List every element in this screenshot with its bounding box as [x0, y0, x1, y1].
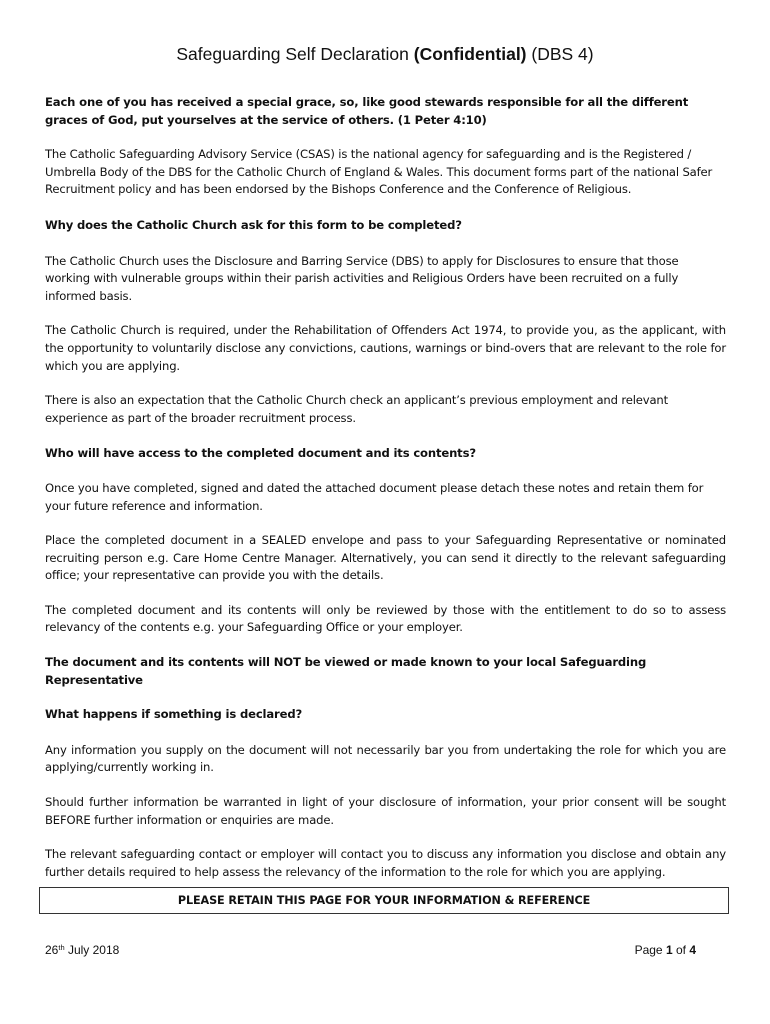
title-suffix: (DBS 4)	[526, 44, 594, 64]
page-title	[0, 44, 770, 65]
heading-why: Why does the Catholic Church ask for this form to be completed?	[45, 217, 462, 232]
retain-notice-box: PLEASE RETAIN THIS PAGE FOR YOUR INFORMATION & REFERENCE	[39, 887, 729, 914]
heading-access: Who will have access to the completed document and its contents?	[45, 446, 476, 461]
paragraph-contact: The relevant safeguarding contact or employer will contact you to discuss any information you disclose and obtain any further details required to help assess the relevancy of the information to the role for which you are applying.	[45, 847, 726, 879]
paragraph-reviewed: The completed document and its contents will only be reviewed by those with the entitlement to do so to assess relevancy of the contents e.g. your Safeguarding Office or your employer.	[45, 602, 726, 635]
title-confidential: (Confidential)	[413, 44, 527, 64]
paragraph-csas: The Catholic Safeguarding Advisory Service (CSAS) is the national agency for safeguarding and is the Registered / Umbrella Body of the DBS for the Catholic Church of England & Wales. This document forms part of the national Safer Recruitment policy and has been endorsed by the Bishops Conference and the Conference of Religious.	[45, 147, 713, 197]
paragraph-dbs: The Catholic Church uses the Disclosure and Barring Service (DBS) to apply for Disclosures to ensure that those working with vulnerable groups within their parish activities and Religious Orders have been recruited on a fully informed basis.	[45, 253, 679, 303]
page-number	[635, 943, 696, 957]
body-text	[45, 94, 726, 881]
date-rest: July 2018	[64, 943, 120, 957]
paragraph-rehabilitation: The Catholic Church is required, under the Rehabilitation of Offenders Act 1974, to provide you, as the applicant, with the opportunity to voluntarily disclose any convictions, cautions, warnings or bind-overs that are relevant to the role for which you are applying.	[45, 323, 726, 373]
date-day: 26	[45, 943, 59, 957]
heading-declared: What happens if something is declared?	[45, 707, 303, 722]
page-label: Page	[634, 943, 666, 957]
page-total: 4	[689, 943, 696, 957]
paragraph-sealed: Place the completed document in a SEALED envelope and pass to your Safeguarding Representative or nominated recruiting person e.g. Care Home Centre Manager. Alternatively, you can send it directly to the relevant safeguarding office; your representative can provide you with the details.	[45, 533, 726, 583]
title-prefix: Safeguarding Self Declaration	[176, 44, 414, 64]
paragraph-detach: Once you have completed, signed and dated the attached document please detach these notes and retain them for your future reference and information.	[45, 480, 704, 513]
paragraph-expectation: There is also an expectation that the Catholic Church check an applicant’s previous employment and relevant experience as part of the broader recruitment process.	[45, 393, 669, 425]
page-current: 1	[665, 943, 673, 957]
paragraph-not-viewed: The document and its contents will NOT be viewed or made known to your local Safeguarding Representative	[45, 655, 647, 687]
page-of: of	[672, 943, 690, 957]
paragraph-not-bar: Any information you supply on the document will not necessarily bar you from undertaking the role for which you are applying/currently working in.	[45, 742, 726, 775]
paragraph-consent: Should further information be warranted in light of your disclosure of information, your prior consent will be sought BEFORE further information or enquiries are made.	[45, 795, 726, 827]
paragraph-quote: Each one of you has received a special grace, so, like good stewards responsible for all the different graces of God, put yourselves at the service of others. (1 Peter 4:10)	[45, 95, 689, 127]
footer-date	[45, 943, 119, 957]
date-suffix: th	[58, 943, 65, 952]
